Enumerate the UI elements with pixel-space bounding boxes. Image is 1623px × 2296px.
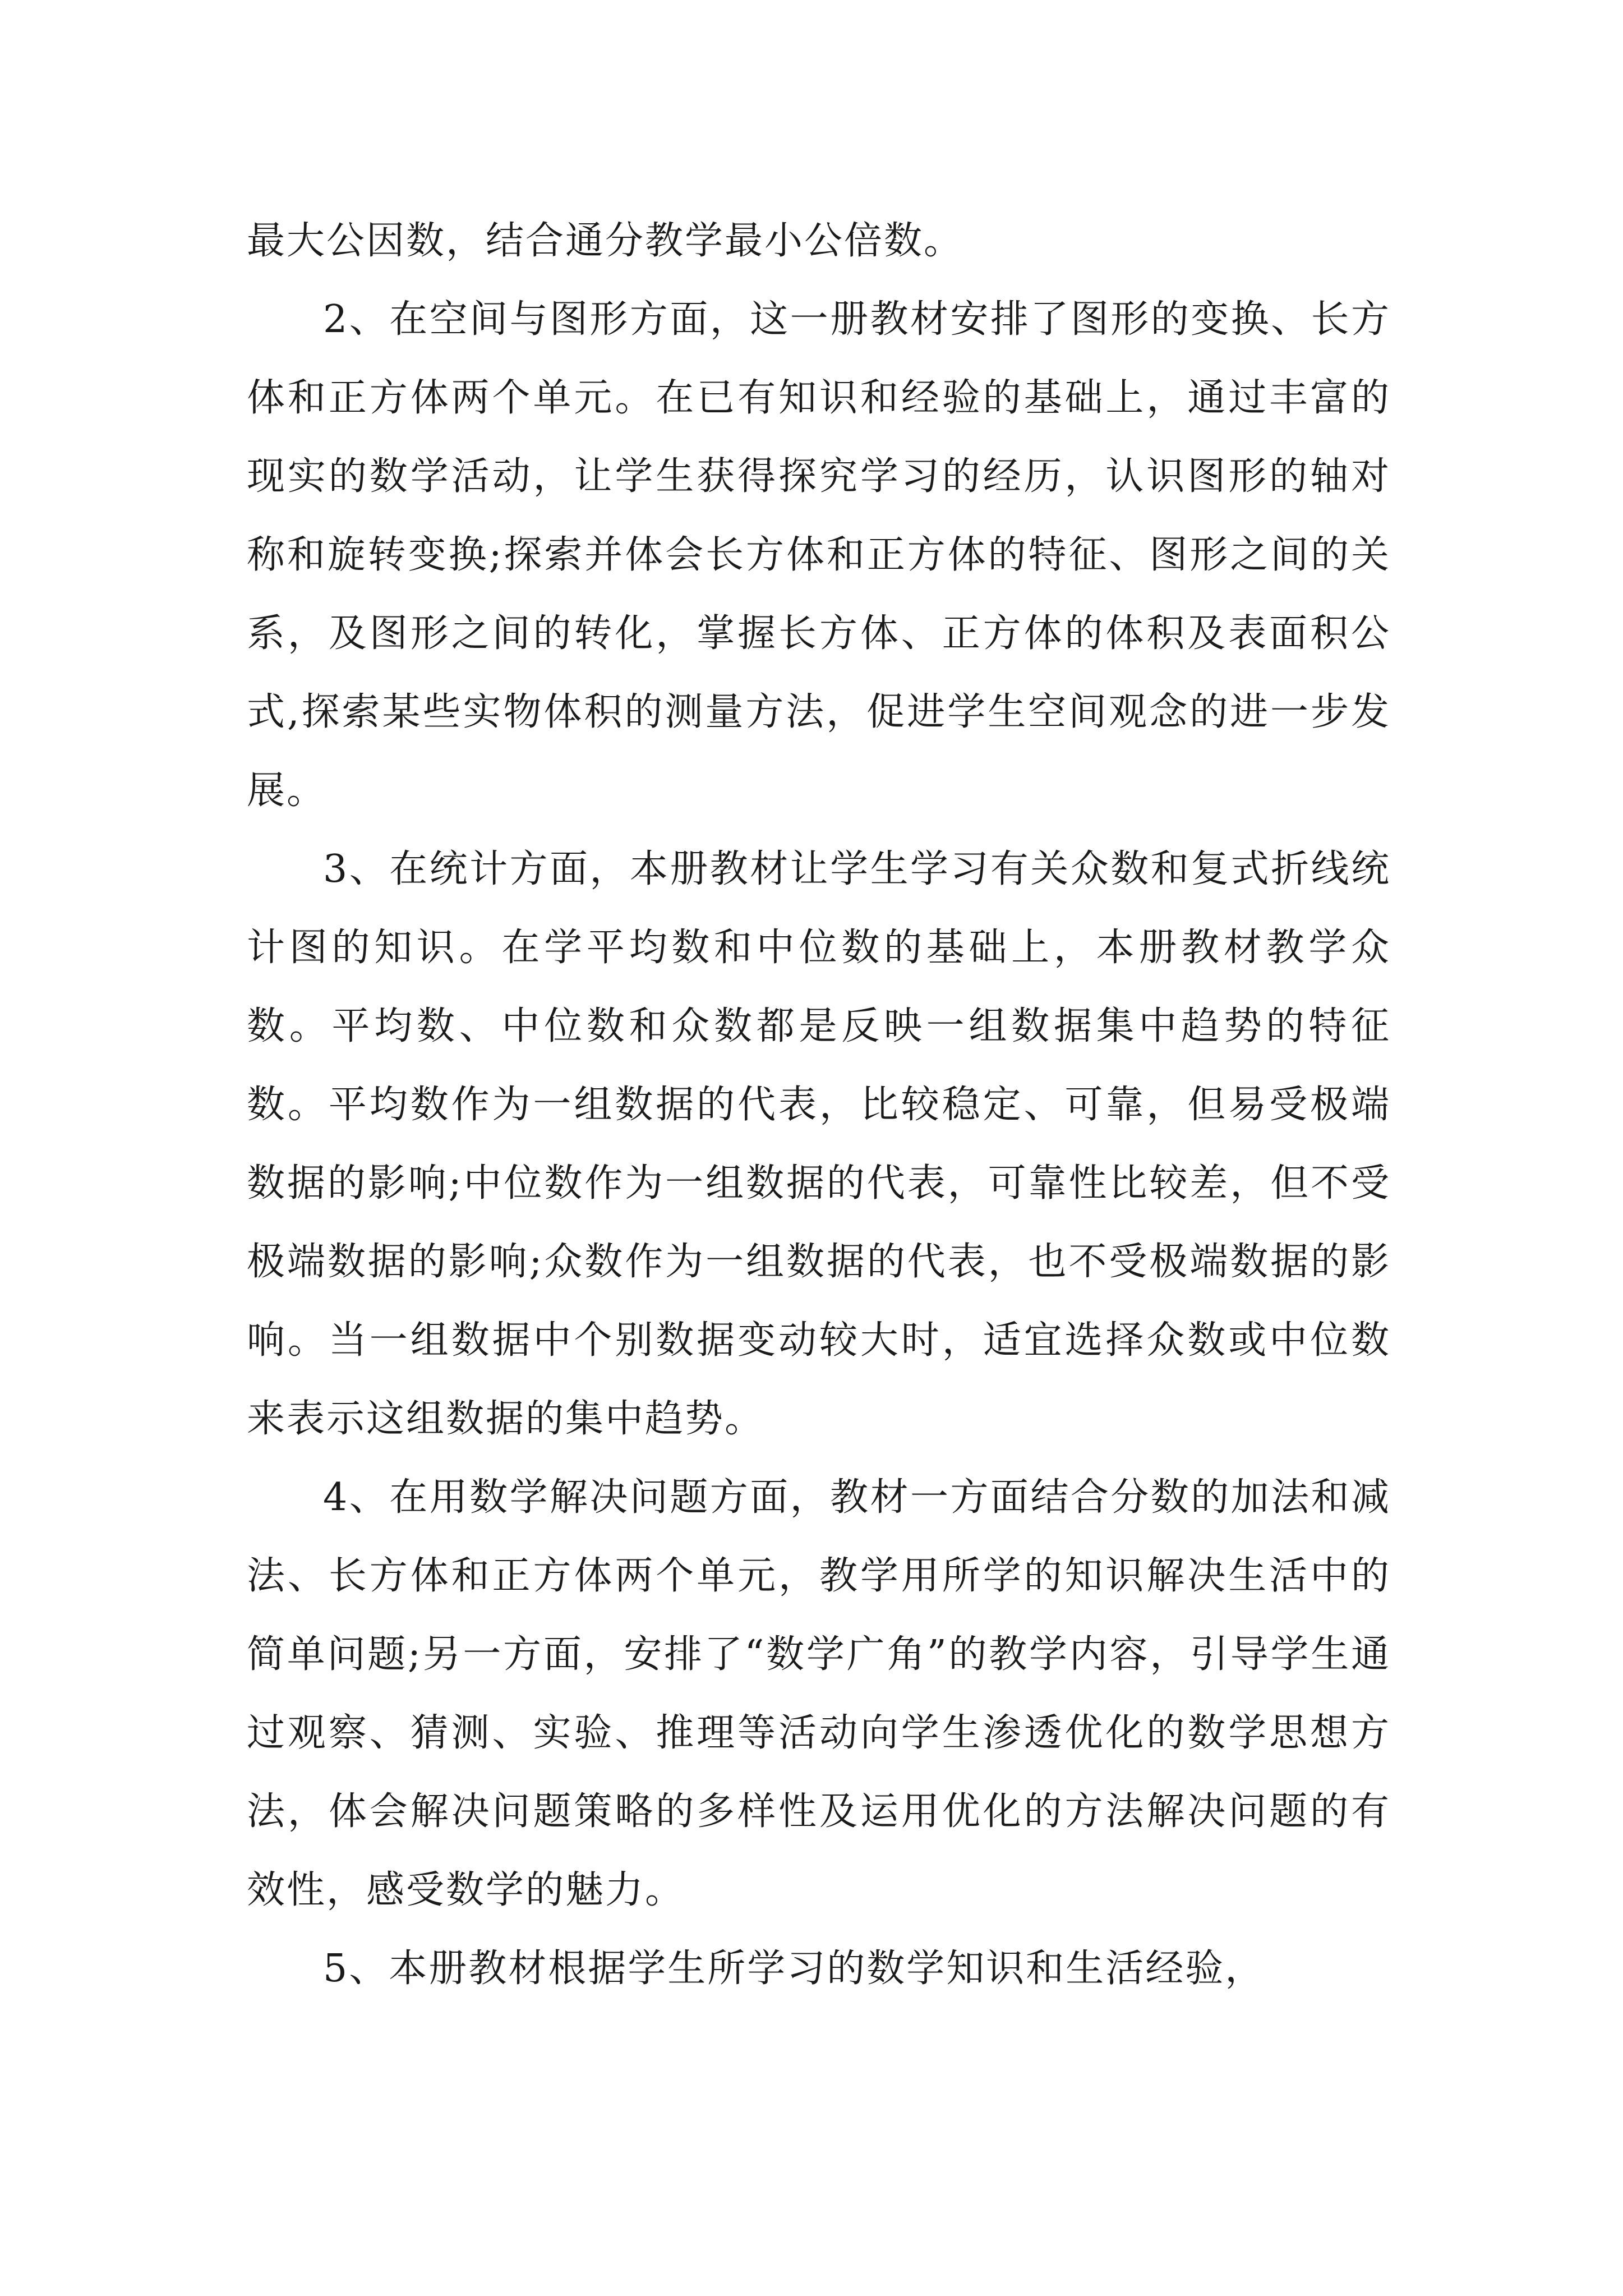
body-text bbox=[247, 202, 1391, 2008]
paragraph-statistics: 3、在统计方面，本册教材让学生学习有关众数和复式折线统计图的知识。在学平均数和中位数的基础上，本册教材教学众数。平均数、中位数和众数都是反映一组数据集中趋势的特征数。平均数作为一组数据的代表，比较稳定、可靠，但易受极端数据的影响;中位数作为一组数据的代表，可靠性比较差，但不受极端数据的影响;众数作为一组数据的代表，也不受极端数据的影响。当一组数据中个别数据变动较大时，适宜选择众数或中位数来表示这组数据的集中趋势。 bbox=[247, 847, 1391, 1441]
paragraph-continuation: 最大公因数，结合通分教学最小公倍数。 bbox=[247, 219, 964, 263]
paragraph-problem-solving: 4、在用数学解决问题方面，教材一方面结合分数的加法和减法、长方体和正方体两个单元，教学用所学的知识解决生活中的简单问题;另一方面，安排了“数学广角”的教学内容，引导学生通过观察、猜测、实验、推理等活动向学生渗透优化的数学思想方法，体会解决问题策略的多样性及运用优化的方法解决问题的有效性，感受数学的魅力。 bbox=[247, 1475, 1391, 1912]
paragraph-space-and-shapes: 2、在空间与图形方面，这一册教材安排了图形的变换、长方体和正方体两个单元。在已有知识和经验的基础上，通过丰富的现实的数学活动，让学生获得探究学习的经历，认识图形的轴对称和旋转变换;探索并体会长方体和正方体的特征、图形之间的关系，及图形之间的转化，掌握长方体、正方体的体积及表面积公式,探索某些实物体积的测量方法，促进学生空间观念的进一步发展。 bbox=[247, 297, 1391, 813]
paragraph-item-5: 5、本册教材根据学生所学习的数学知识和生活经验， bbox=[323, 1947, 1265, 1991]
